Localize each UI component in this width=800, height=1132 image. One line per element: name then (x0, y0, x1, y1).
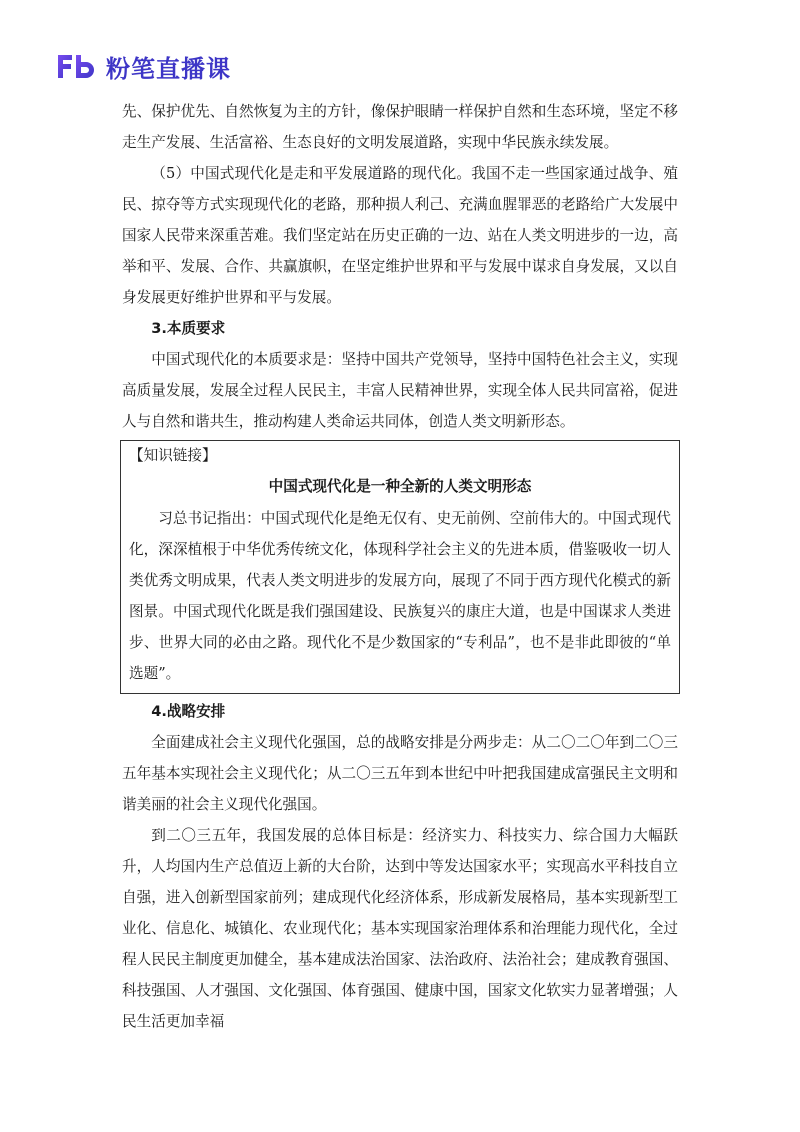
brand-name: 粉笔直播课 (106, 54, 231, 83)
knowledge-link-box (120, 440, 680, 694)
section-heading-strategic-arrangement: 4.战略安排 (151, 703, 226, 720)
paragraph-peaceful-development: （5）中国式现代化是走和平发展道路的现代化。我国不走一些国家通过战争、殖民、掠夺等方式实现现代化的老路，那种损人利己、充满血腥罪恶的老路给广大发展中国家人民带来深重苦难。我们坚定站在历史正确的一边、站在人类文明进步的一边，高举和平、发展、合作、共赢旗帜，在坚定维护世界和平与发展中谋求自身发展，又以自身发展更好维护世界和平与发展。 (122, 165, 678, 306)
brand-header (56, 50, 231, 82)
knowledge-link-tag: 【知识链接】 (129, 447, 217, 464)
paragraph-essential-requirements: 中国式现代化的本质要求是：坚持中国共产党领导，坚持中国特色社会主义，实现高质量发展，发展全过程人民民主，丰富人民精神世界，实现全体人民共同富裕，促进人与自然和谐共生，推动构建人类命运共同体，创造人类文明新形态。 (122, 351, 678, 430)
knowledge-link-title: 中国式现代化是一种全新的人类文明形态 (268, 478, 532, 495)
paragraph-2035-goals: 到二〇三五年，我国发展的总体目标是：经济实力、科技实力、综合国力大幅跃升，人均国内生产总值迈上新的大台阶，达到中等发达国家水平；实现高水平科技自立自强，进入创新型国家前列；建成现代化经济体系，形成新发展格局，基本实现新型工业化、信息化、城镇化、农业现代化；基本实现国家治理体系和治理能力现代化，全过程人民民主制度更加健全，基本建成法治国家、法治政府、法治社会；建成教育强国、科技强国、人才强国、文化强国、体育强国、健康中国，国家文化软实力显著增强；人民生活更加幸福 (122, 827, 678, 1030)
fenbi-logo-icon (56, 51, 96, 81)
paragraph-two-step-strategy: 全面建成社会主义现代化强国，总的战略安排是分两步走：从二〇二〇年到二〇三五年基本实现社会主义现代化；从二〇三五年到本世纪中叶把我国建成富强民主文明和谐美丽的社会主义现代化强国。 (122, 734, 678, 813)
knowledge-link-body: 习总书记指出：中国式现代化是绝无仅有、史无前例、空前伟大的。中国式现代化，深深植根于中华优秀传统文化，体现科学社会主义的先进本质，借鉴吸收一切人类优秀文明成果，代表人类文明进步的发展方向，展现了不同于西方现代化模式的新图景。中国式现代化既是我们强国建设、民族复兴的康庄大道，也是中国谋求人类进步、世界大同的必由之路。现代化不是少数国家的“专利品”，也不是非此即彼的“单选题”。 (129, 510, 671, 682)
section-heading-essential-requirements: 3.本质要求 (151, 320, 226, 337)
document-body (122, 96, 678, 1037)
paragraph-ecology: 先、保护优先、自然恢复为主的方针，像保护眼睛一样保护自然和生态环境，坚定不移走生产发展、生活富裕、生态良好的文明发展道路，实现中华民族永续发展。 (122, 103, 678, 151)
